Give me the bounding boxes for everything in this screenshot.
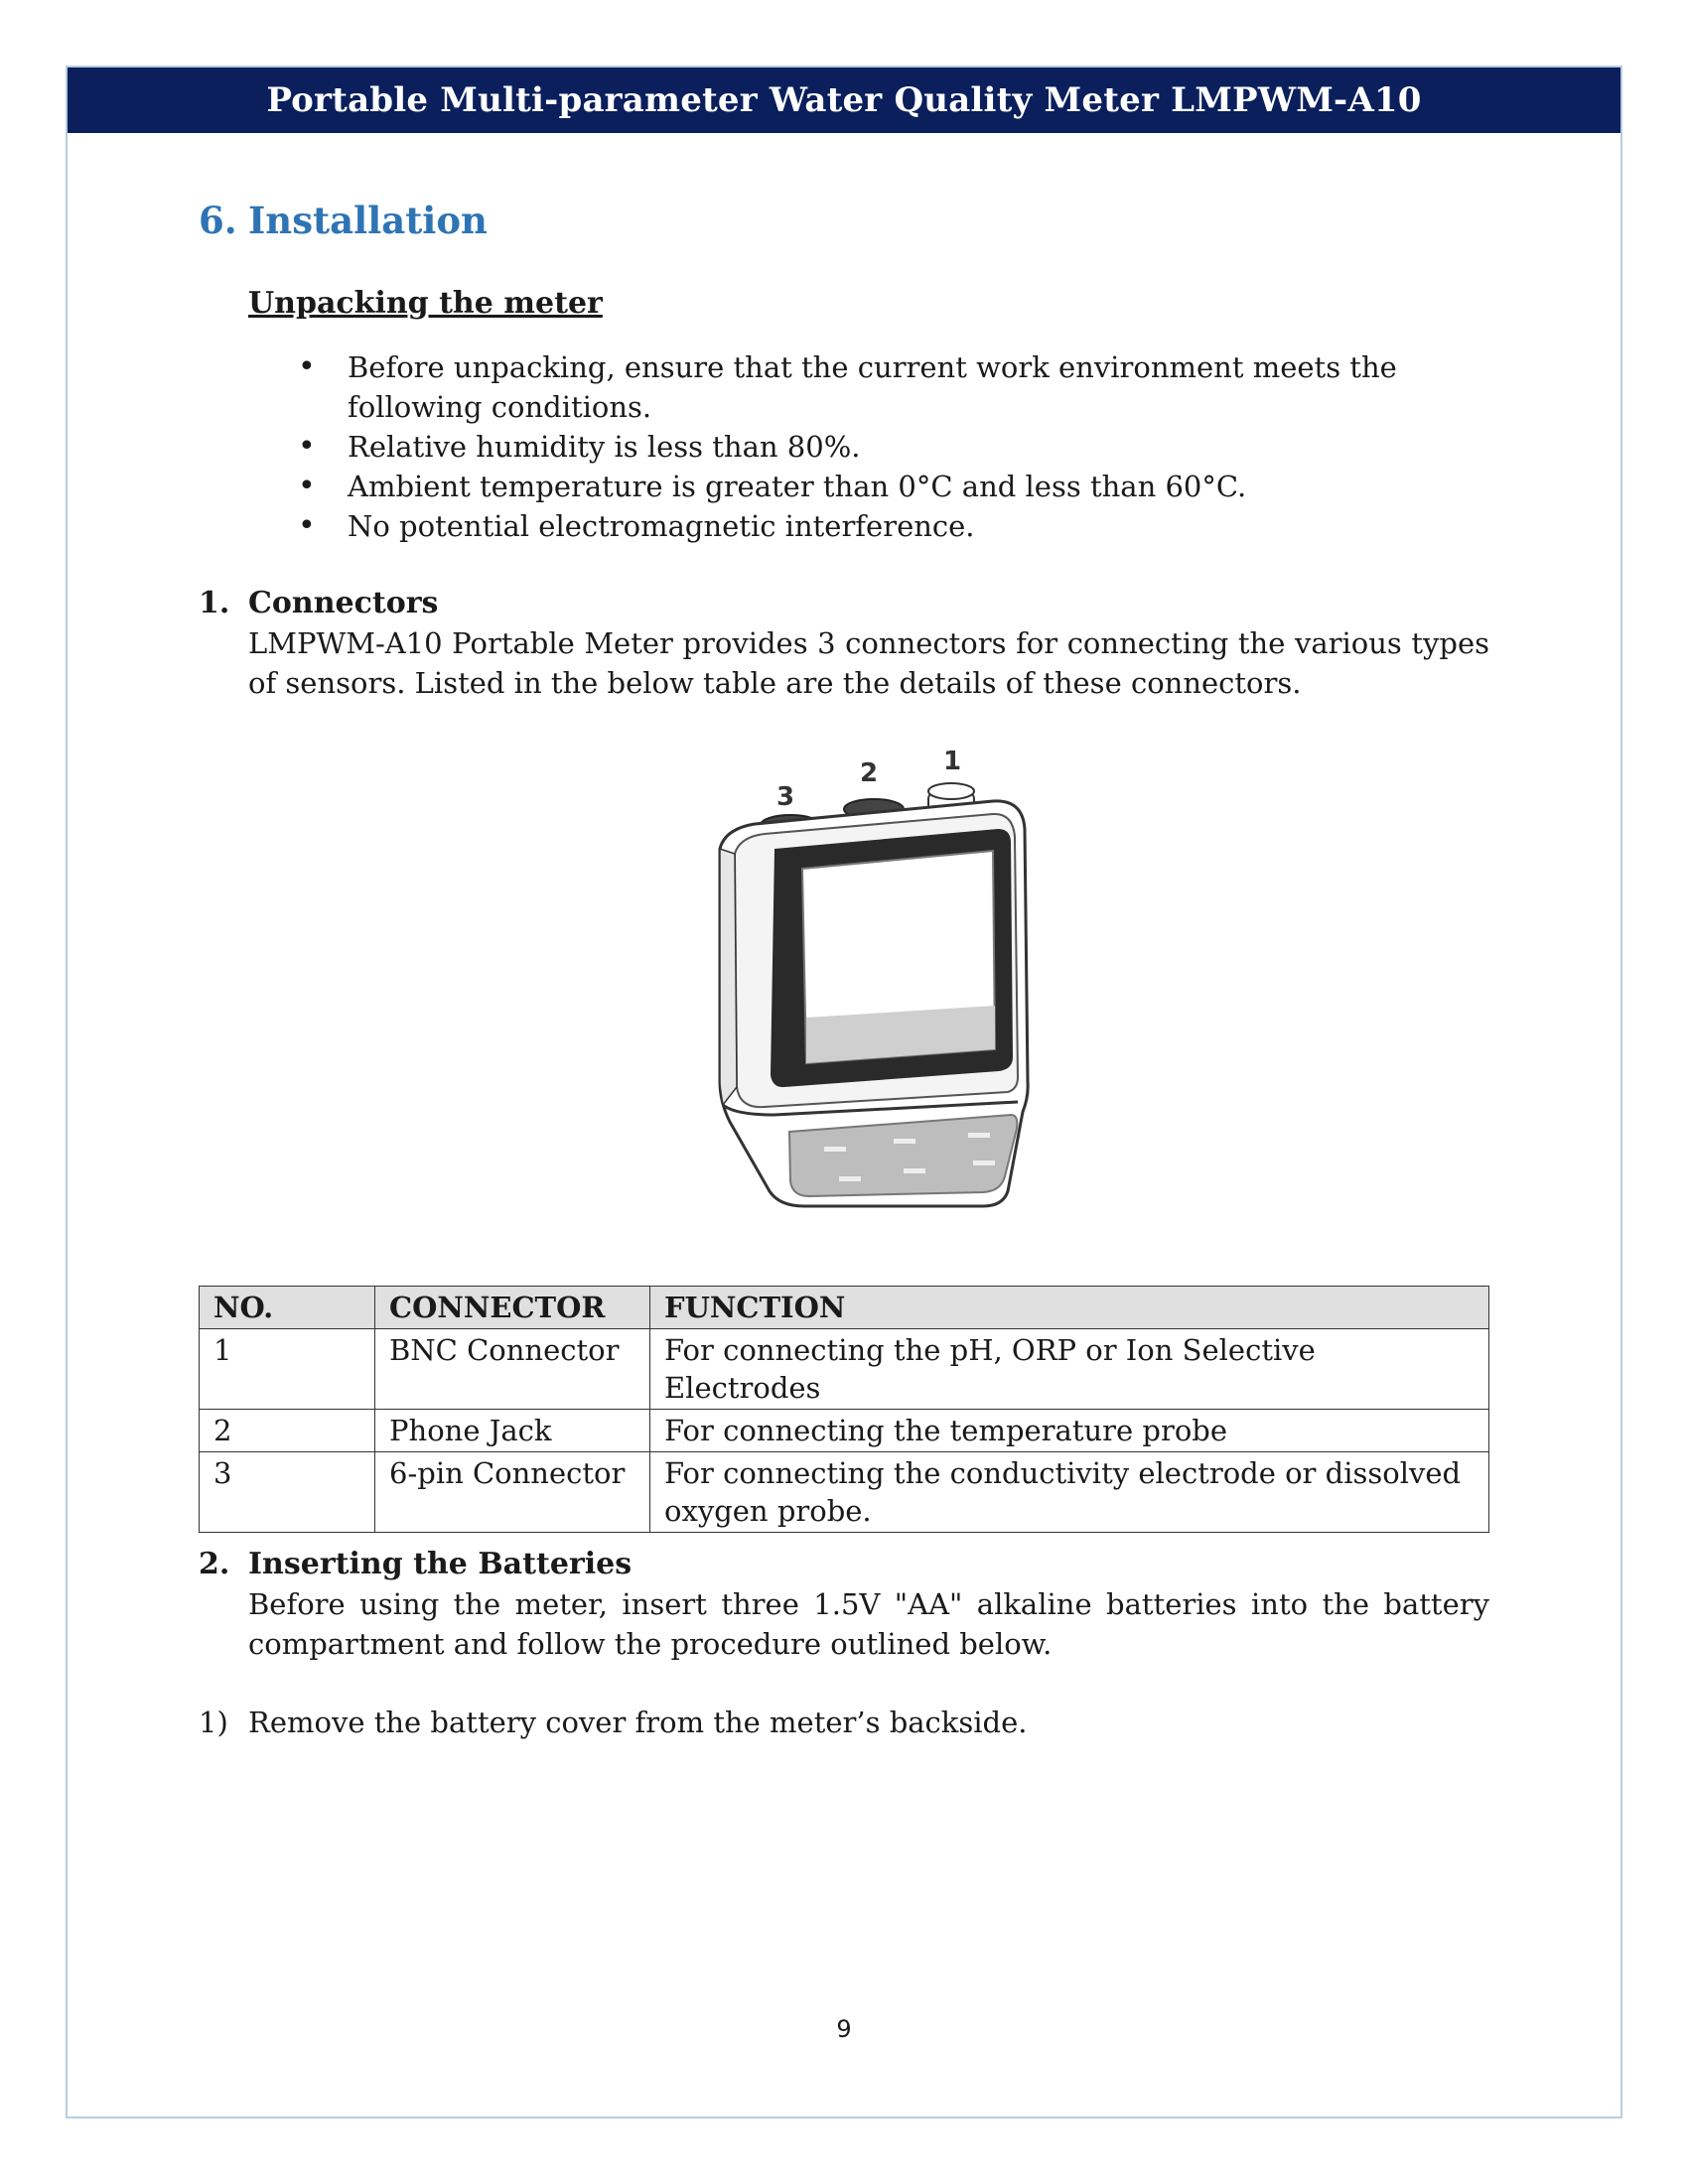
list-item: • Ambient temperature is greater than 0°C and less than 60°C. bbox=[298, 467, 1489, 506]
table-cell: For connecting the temperature probe bbox=[650, 1410, 1489, 1452]
connector-label-2: 2 bbox=[860, 758, 879, 788]
table-cell: 6-pin Connector bbox=[375, 1452, 650, 1533]
batteries-description: Before using the meter, insert three 1.5V "AA" alkaline batteries into the battery compartment and follow the procedure outlined below. bbox=[248, 1587, 1489, 1661]
section-title: Installation bbox=[248, 199, 488, 242]
connectors-table bbox=[199, 1286, 1489, 1533]
key-button bbox=[968, 1133, 990, 1138]
table-cell: For connecting the conductivity electrode or dissolved oxygen probe. bbox=[650, 1452, 1489, 1533]
section-heading bbox=[199, 199, 488, 242]
list-item: • Before unpacking, ensure that the current work environment meets the following conditions. bbox=[298, 347, 1489, 427]
table-header-cell: NO. bbox=[200, 1287, 375, 1329]
connectors-number: 1. bbox=[199, 586, 230, 620]
table-cell: Phone Jack bbox=[375, 1410, 650, 1452]
step-text: Remove the battery cover from the meter’s backside. bbox=[248, 1706, 1028, 1739]
section-number: 6. bbox=[199, 199, 237, 242]
document-header: Portable Multi-parameter Water Quality Meter LMPWM-A10 bbox=[68, 68, 1620, 133]
key-button bbox=[904, 1168, 925, 1173]
table-row bbox=[200, 1410, 1489, 1452]
connectors-heading bbox=[199, 586, 438, 620]
table-cell: 2 bbox=[200, 1410, 375, 1452]
page-number: 9 bbox=[836, 2015, 852, 2043]
battery-step-1 bbox=[199, 1706, 1027, 1739]
table-row bbox=[200, 1452, 1489, 1533]
table-cell: For connecting the pH, ORP or Ion Selective Electrodes bbox=[650, 1329, 1489, 1410]
table-cell: 3 bbox=[200, 1452, 375, 1533]
connectors-description: LMPWM-A10 Portable Meter provides 3 connectors for connecting the various types of sensors. Listed in the below table are the details of these connectors. bbox=[248, 626, 1489, 700]
step-number: 1) bbox=[199, 1706, 228, 1739]
key-button bbox=[839, 1176, 861, 1181]
table-header-row bbox=[200, 1287, 1489, 1329]
batteries-number: 2. bbox=[199, 1547, 230, 1581]
batteries-heading bbox=[199, 1547, 632, 1581]
table-header-cell: FUNCTION bbox=[650, 1287, 1489, 1329]
table-header-cell: CONNECTOR bbox=[375, 1287, 650, 1329]
connector-label-1: 1 bbox=[943, 747, 962, 776]
list-item: • No potential electromagnetic interference. bbox=[298, 506, 1489, 546]
meter-illustration bbox=[695, 740, 1053, 1211]
unpacking-heading: Unpacking the meter bbox=[248, 286, 603, 321]
key-button bbox=[973, 1160, 995, 1165]
key-button bbox=[824, 1147, 846, 1152]
unpacking-conditions-list bbox=[298, 347, 1489, 546]
body-side-left bbox=[720, 849, 737, 1105]
connectors-title: Connectors bbox=[248, 586, 439, 620]
batteries-title: Inserting the Batteries bbox=[248, 1547, 633, 1581]
table-row bbox=[200, 1329, 1489, 1410]
bnc-connector-top bbox=[928, 783, 974, 799]
table-cell: BNC Connector bbox=[375, 1329, 650, 1410]
key-button bbox=[894, 1139, 915, 1144]
list-item: • Relative humidity is less than 80%. bbox=[298, 427, 1489, 467]
connector-label-3: 3 bbox=[776, 782, 795, 812]
table-cell: 1 bbox=[200, 1329, 375, 1410]
